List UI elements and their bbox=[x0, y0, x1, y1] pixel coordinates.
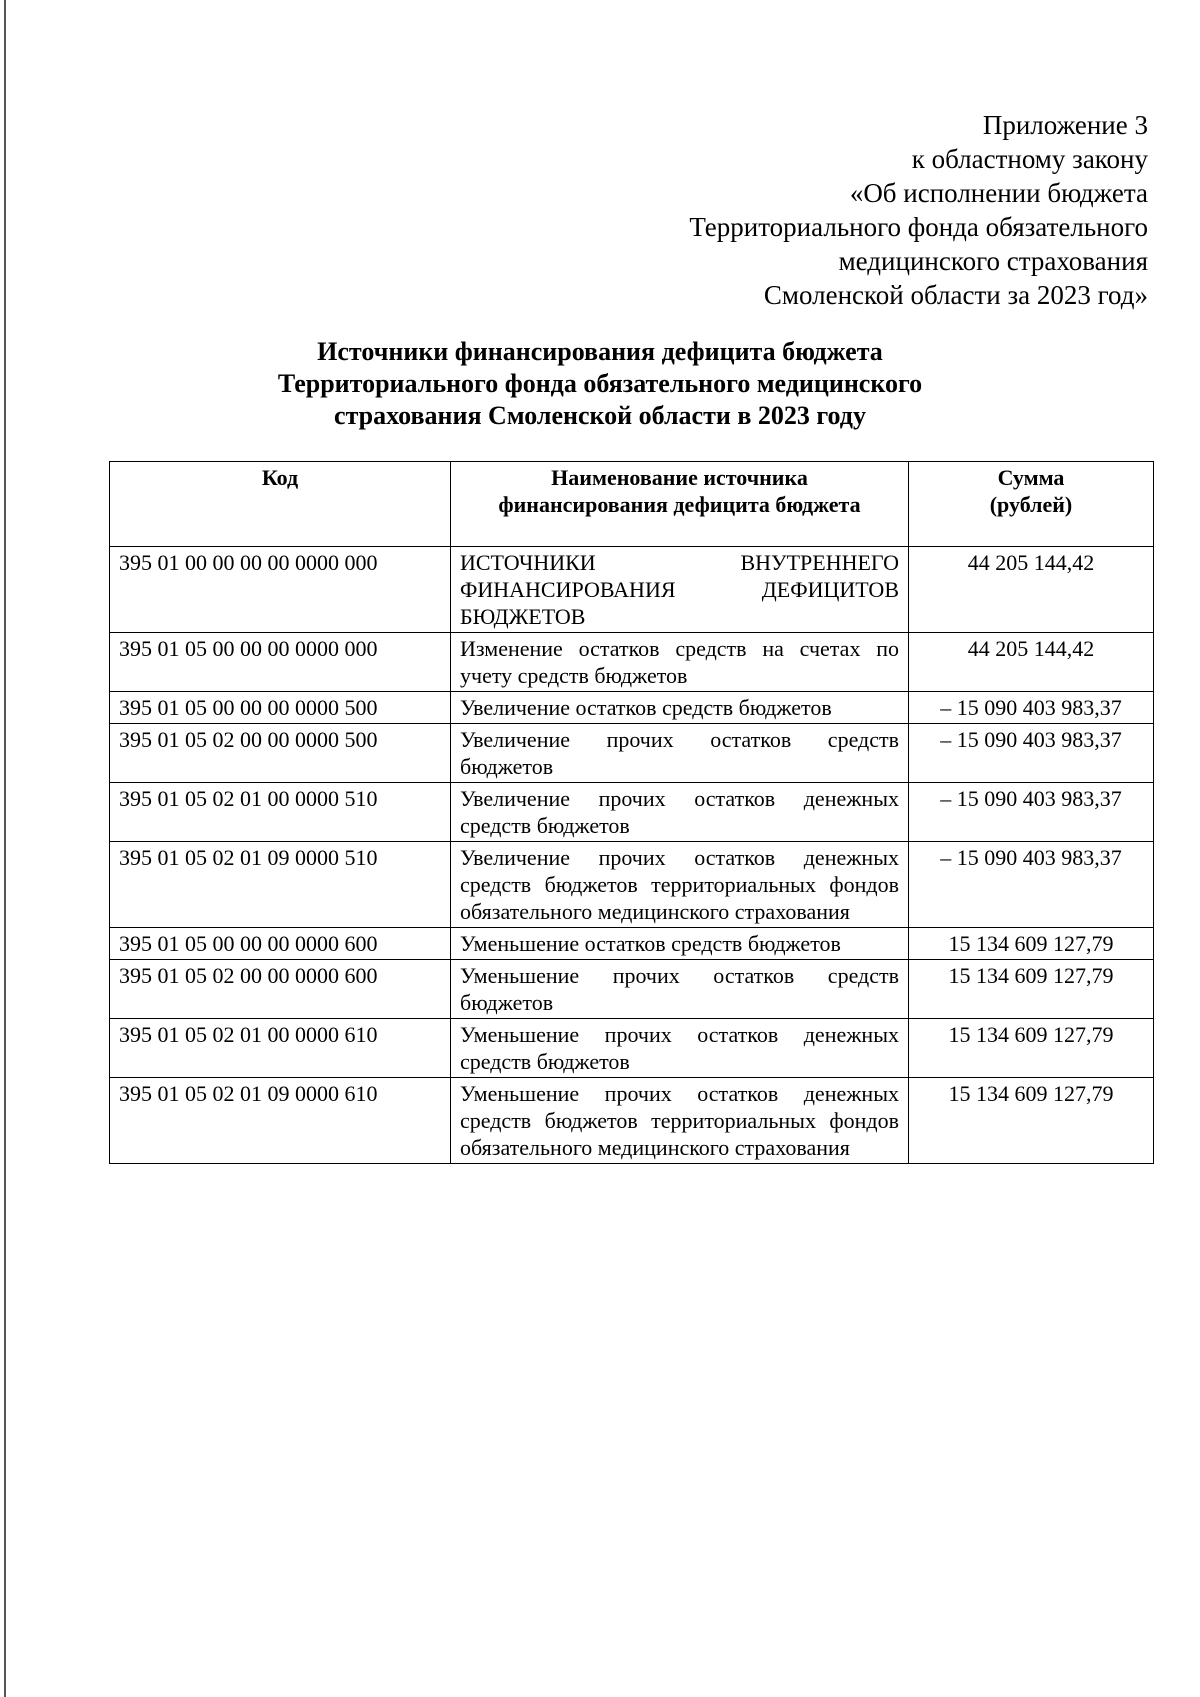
name-cell: Уменьшение прочих остатков денежных средств бюджетов bbox=[451, 1019, 909, 1078]
table-row bbox=[110, 1019, 1154, 1078]
amount-cell: 15 134 609 127,79 bbox=[909, 928, 1154, 960]
code-cell: 395 01 05 00 00 00 0000 000 bbox=[110, 633, 451, 692]
code-cell: 395 01 05 00 00 00 0000 600 bbox=[110, 928, 451, 960]
table-row bbox=[110, 692, 1154, 724]
amount-cell: – 15 090 403 983,37 bbox=[909, 783, 1154, 842]
code-cell: 395 01 05 02 01 00 0000 610 bbox=[110, 1019, 451, 1078]
appendix-line: Территориального фонда обязательного bbox=[689, 212, 1148, 242]
name-cell: Увеличение остатков средств бюджетов bbox=[451, 692, 909, 724]
code-cell: 395 01 05 02 01 00 0000 510 bbox=[110, 783, 451, 842]
amount-cell: 44 205 144,42 bbox=[909, 547, 1154, 633]
appendix-line: Приложение 3 bbox=[982, 110, 1148, 140]
table-row bbox=[110, 960, 1154, 1019]
name-cell: Изменение остатков средств на счетах по учету средств бюджетов bbox=[451, 633, 909, 692]
code-cell: 395 01 00 00 00 00 0000 000 bbox=[110, 547, 451, 633]
financing-sources-table bbox=[109, 461, 1154, 1164]
table-row bbox=[110, 547, 1154, 633]
appendix-header bbox=[689, 108, 1148, 312]
title-line: Территориального фонда обязательного медицинского bbox=[277, 369, 923, 398]
amount-cell: 15 134 609 127,79 bbox=[909, 960, 1154, 1019]
header-code: Код bbox=[110, 462, 451, 547]
table-row bbox=[110, 928, 1154, 960]
code-cell: 395 01 05 02 00 00 0000 500 bbox=[110, 724, 451, 783]
amount-cell: 44 205 144,42 bbox=[909, 633, 1154, 692]
amount-cell: 15 134 609 127,79 bbox=[909, 1078, 1154, 1164]
amount-cell: – 15 090 403 983,37 bbox=[909, 724, 1154, 783]
table-row bbox=[110, 633, 1154, 692]
code-cell: 395 01 05 02 01 09 0000 510 bbox=[110, 842, 451, 928]
table-body bbox=[110, 547, 1154, 1164]
amount-cell: 15 134 609 127,79 bbox=[909, 1019, 1154, 1078]
code-cell: 395 01 05 00 00 00 0000 500 bbox=[110, 692, 451, 724]
title-line: Источники финансирования дефицита бюджета bbox=[317, 337, 883, 366]
appendix-line: Смоленской области за 2023 год» bbox=[763, 280, 1148, 310]
amount-cell: – 15 090 403 983,37 bbox=[909, 692, 1154, 724]
code-cell: 395 01 05 02 00 00 0000 600 bbox=[110, 960, 451, 1019]
table-row bbox=[110, 783, 1154, 842]
name-cell: Увеличение прочих остатков средств бюджетов bbox=[451, 724, 909, 783]
name-cell: ИСТОЧНИКИ ВНУТРЕННЕГО ФИНАНСИРОВАНИЯ ДЕФИЦИТОВ БЮДЖЕТОВ bbox=[451, 547, 909, 633]
appendix-line: медицинского страхования bbox=[838, 246, 1148, 276]
code-cell: 395 01 05 02 01 09 0000 610 bbox=[110, 1078, 451, 1164]
title-line: страхования Смоленской области в 2023 году bbox=[334, 401, 866, 430]
amount-cell: – 15 090 403 983,37 bbox=[909, 842, 1154, 928]
name-cell: Уменьшение остатков средств бюджетов bbox=[451, 928, 909, 960]
name-cell: Уменьшение прочих остатков денежных средств бюджетов территориальных фондов обязательного медицинского страхования bbox=[451, 1078, 909, 1164]
document-title bbox=[0, 336, 1200, 432]
name-cell: Увеличение прочих остатков денежных средств бюджетов территориальных фондов обязательного медицинского страхования bbox=[451, 842, 909, 928]
name-cell: Уменьшение прочих остатков средств бюджетов bbox=[451, 960, 909, 1019]
header-amount: Сумма (рублей) bbox=[909, 462, 1154, 547]
name-cell: Увеличение прочих остатков денежных средств бюджетов bbox=[451, 783, 909, 842]
table-row bbox=[110, 842, 1154, 928]
table-row bbox=[110, 1078, 1154, 1164]
header-name: Наименование источника финансирования дефицита бюджета bbox=[451, 462, 909, 547]
table-header-row bbox=[110, 462, 1154, 547]
appendix-line: к областному закону bbox=[911, 144, 1148, 174]
appendix-line: «Об исполнении бюджета bbox=[849, 178, 1148, 208]
page-edge-line bbox=[4, 0, 6, 1697]
table-row bbox=[110, 724, 1154, 783]
